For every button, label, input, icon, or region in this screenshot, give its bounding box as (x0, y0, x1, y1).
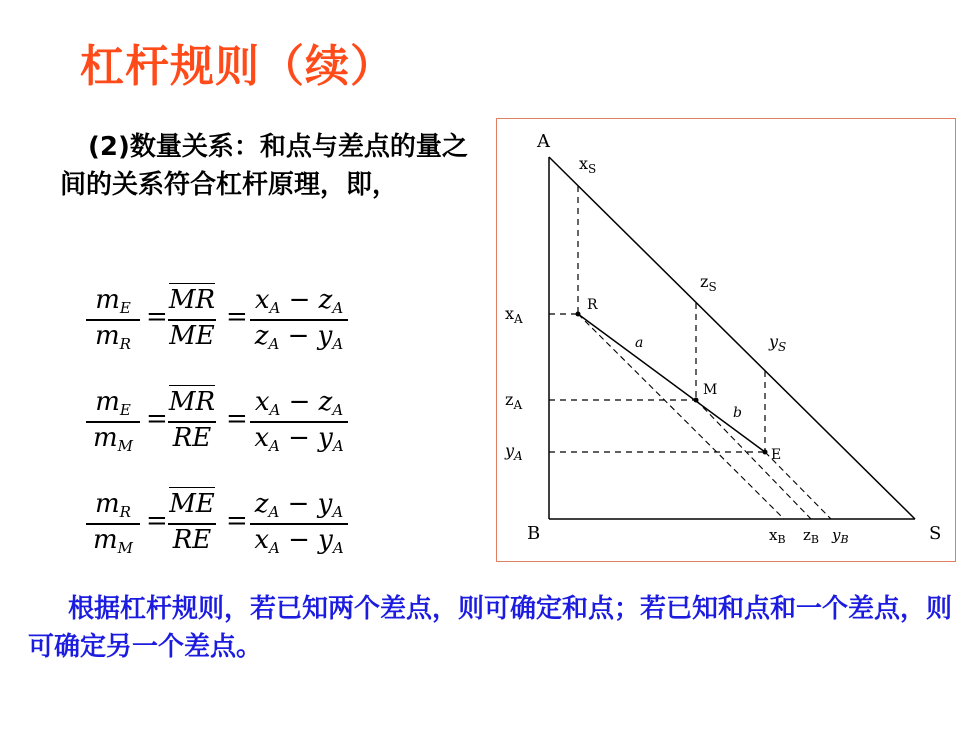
xS-label: $x_S$ (579, 154, 597, 176)
segment-b-label: b (733, 405, 742, 421)
triangle-diagram-svg (497, 119, 955, 561)
zS-label: $z_S$ (700, 272, 717, 294)
mid-denominator: ME (169, 321, 215, 351)
dash-R-xB (578, 314, 787, 519)
tie-line-RE (578, 314, 765, 452)
point-M-label: M (703, 382, 718, 398)
dash-M-zB (696, 400, 811, 519)
mid-numerator: MR (168, 285, 216, 315)
yS-label: $y_S$ (769, 332, 787, 354)
conclusion-paragraph: 根据杠杆规则，若已知两个差点，则可确定和点；若已知和点和一个差点，则可确定另一个差点。 (28, 594, 953, 662)
rhs-denominator: $z_A - y_A$ (254, 321, 344, 353)
point-M-dot (694, 398, 699, 403)
lhs-numerator: $m_E$ (95, 285, 131, 317)
lhs-denominator: $m_R$ (95, 321, 131, 353)
lever-rule-diagram (496, 118, 956, 562)
segment-a-label: a (635, 335, 644, 351)
point-R-dot (576, 312, 581, 317)
edge-AS (549, 157, 915, 519)
xA-label: $x_A$ (505, 304, 523, 326)
xB-label: $x_B$ (769, 526, 786, 546)
point-E-label: E (771, 447, 782, 463)
slide-title: 杠杆规则（续） (80, 41, 395, 92)
zA-label: $z_A$ (505, 390, 523, 412)
yB-label: $y_B$ (832, 526, 849, 546)
zB-label: $z_B$ (803, 526, 819, 546)
yA-label: $y_A$ (505, 441, 523, 463)
vertex-B-label: B (527, 523, 541, 544)
rhs-numerator: $x_A - z_A$ (254, 285, 344, 317)
vertex-S-label: S (929, 523, 942, 544)
vertex-A-label: A (537, 131, 550, 152)
formula-3: $m_R$ $m_M$ = ME RE = $z_A - y_A$ $x_A - y_A$ (86, 486, 386, 566)
intro-paragraph: (2)数量关系：和点与差点的量之间的关系符合杠杆原理，即， (60, 132, 468, 200)
point-R-label: R (587, 297, 598, 313)
formula-1: $m_E$ $m_R$ = MR ME = $x_A - z_A$ $z_A - y_A$ (86, 282, 386, 362)
formula-2: $m_E$ $m_M$ = MR RE = $x_A - z_A$ $x_A - y_A$ (86, 384, 386, 464)
point-E-dot (763, 450, 768, 455)
